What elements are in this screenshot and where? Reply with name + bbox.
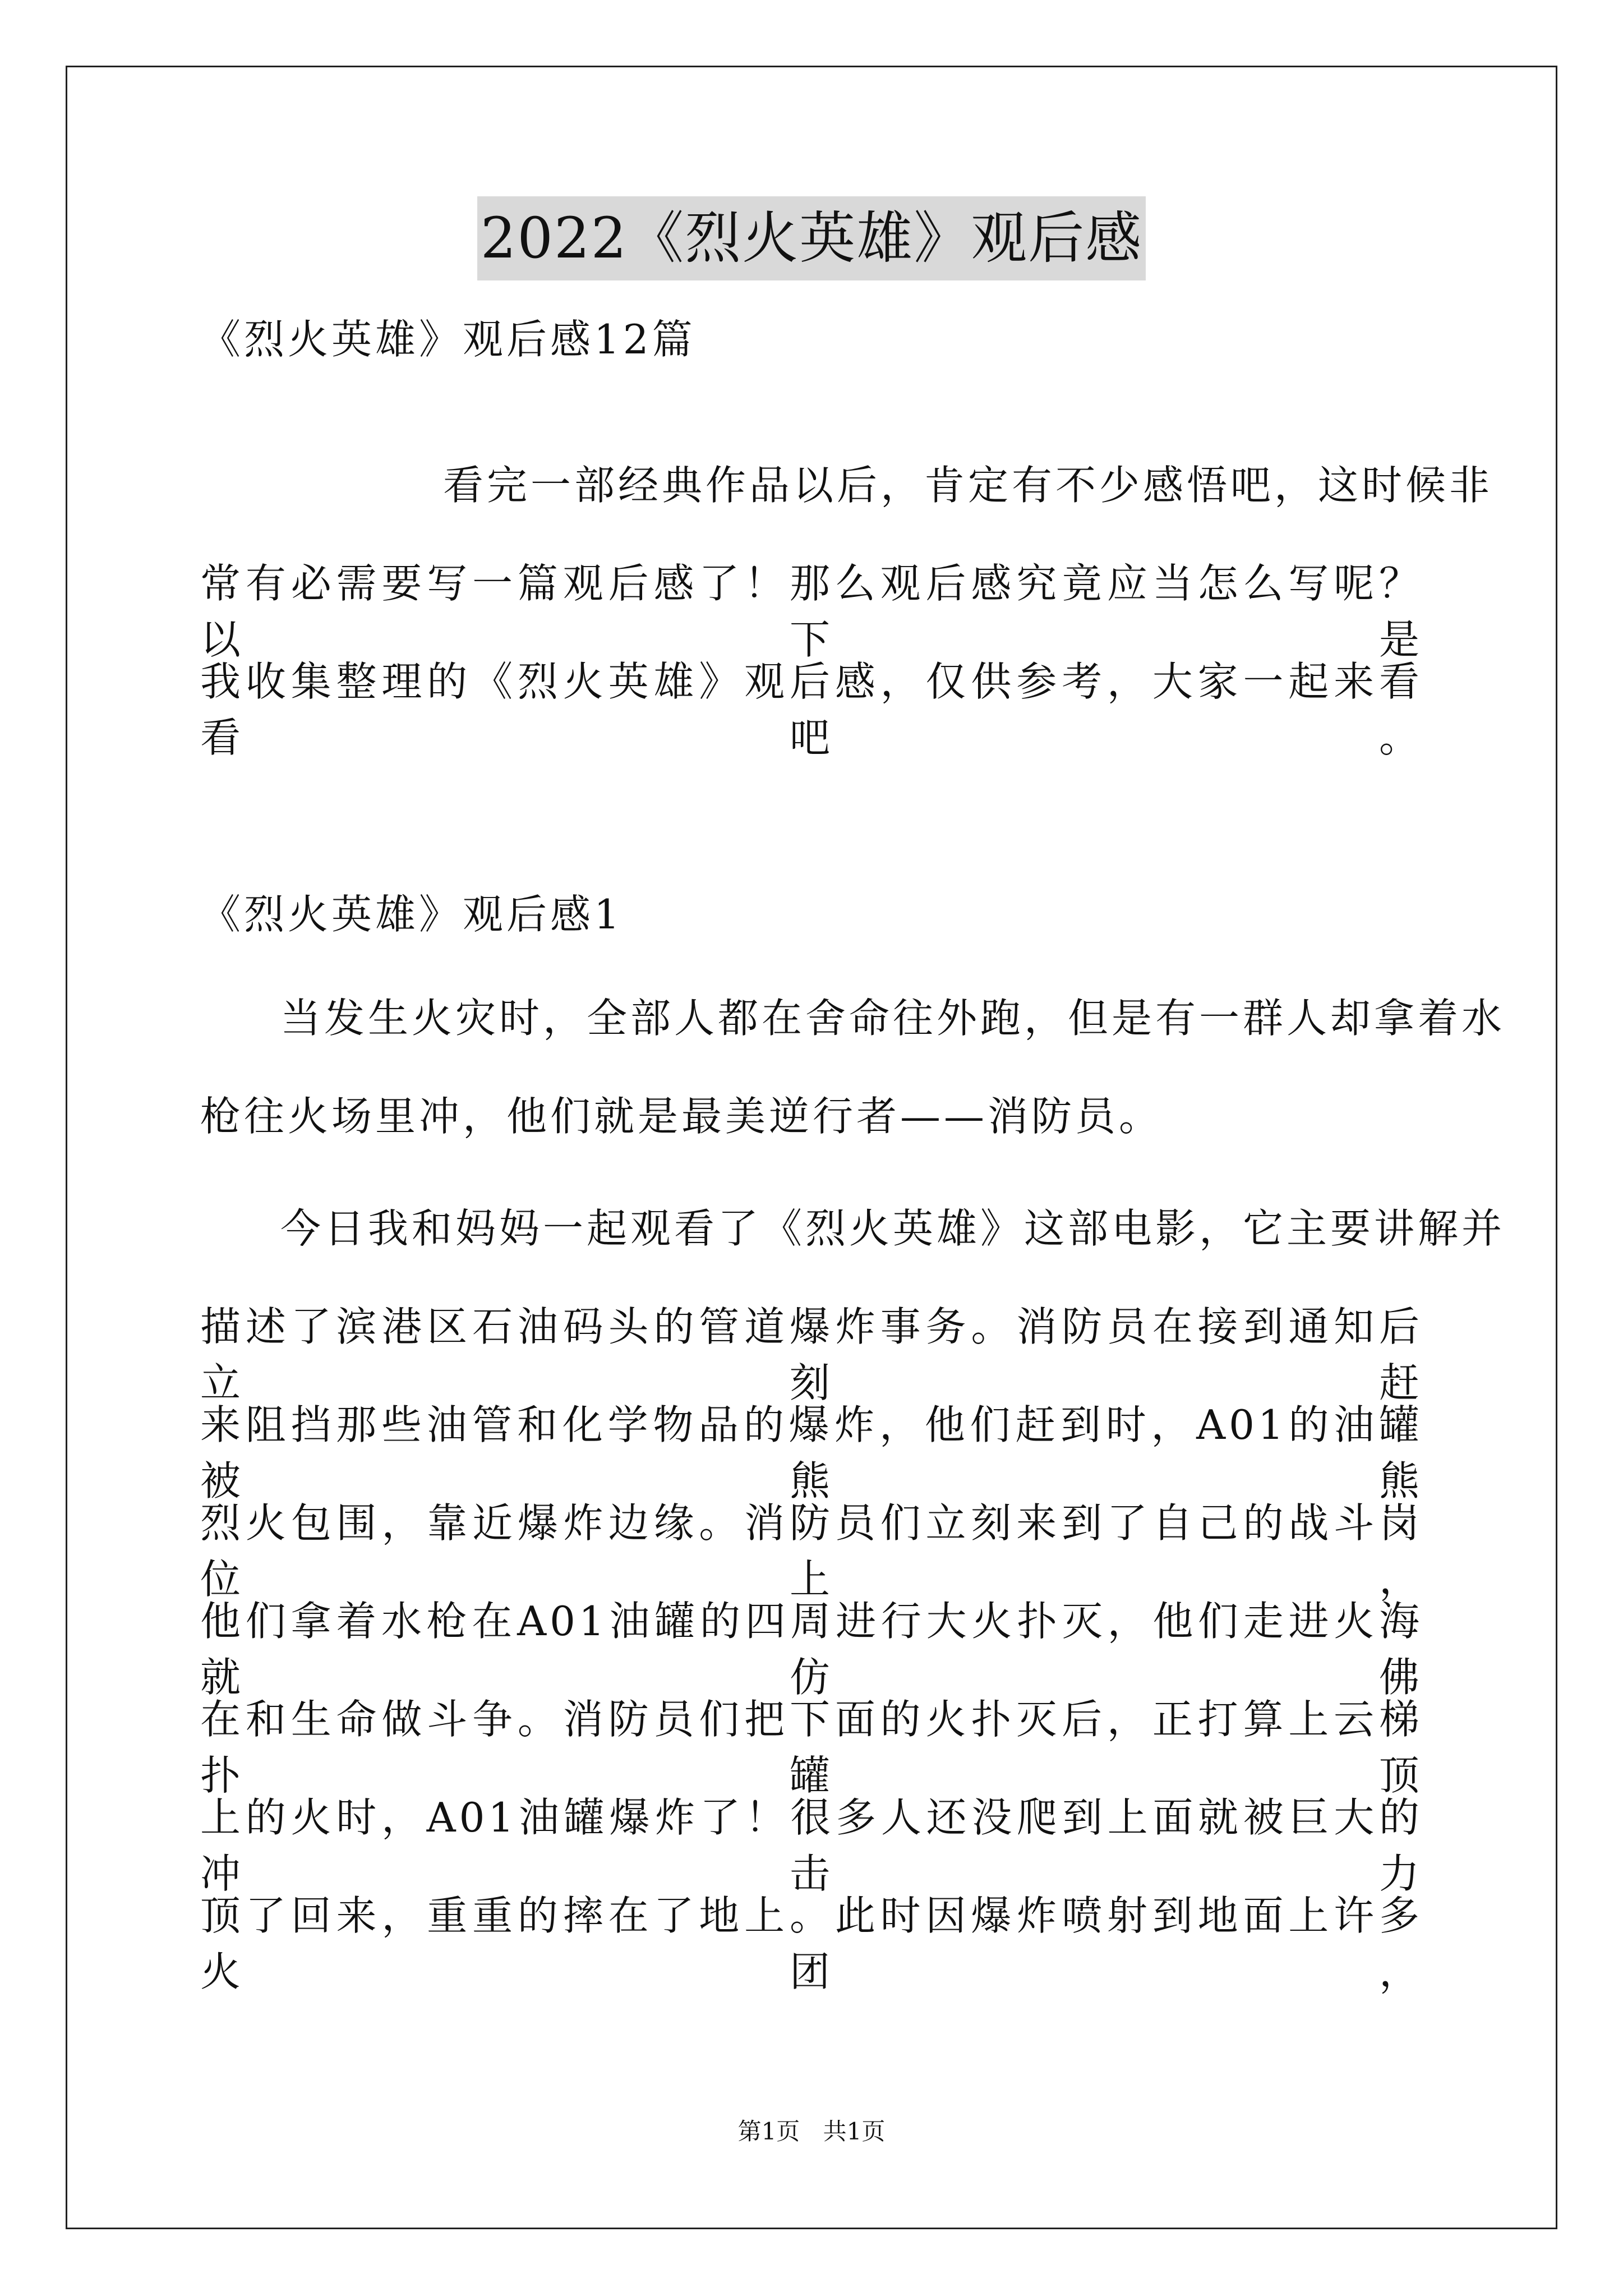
paragraph-line: 今日我和妈妈一起观看了《烈火英雄》这部电影，它主要讲解并 xyxy=(280,1205,1506,1252)
paragraph-line: 顶了回来，重重的摔在了地上。此时因爆炸喷射到地面上许多火团， xyxy=(200,1892,1423,1995)
section-heading: 《烈火英雄》观后感1 xyxy=(200,891,623,938)
title-container xyxy=(0,196,1623,280)
page-footer xyxy=(0,2115,1623,2148)
paragraph-line: 在和生命做斗争。消防员们把下面的火扑灭后，正打算上云梯扑罐顶 xyxy=(200,1696,1423,1799)
subtitle: 《烈火英雄》观后感12篇 xyxy=(200,316,696,363)
paragraph-line: 枪往火场里冲，他们就是最美逆行者——消防员。 xyxy=(200,1093,1163,1140)
paragraph-line: 他们拿着水枪在A01油罐的四周进行大火扑灭，他们走进火海就仿佛 xyxy=(200,1598,1423,1701)
page-number: 第1页 xyxy=(737,2118,800,2145)
page-total: 共1页 xyxy=(823,2118,886,2145)
paragraph-line: 描述了滨港区石油码头的管道爆炸事务。消防员在接到通知后立刻赶 xyxy=(200,1303,1423,1406)
paragraph-line: 上的火时，A01油罐爆炸了！很多人还没爬到上面就被巨大的冲击力 xyxy=(200,1794,1423,1897)
paragraph-line: 当发生火灾时，全部人都在舍命往外跑，但是有一群人却拿着水 xyxy=(280,995,1506,1042)
intro-line: 看完一部经典作品以后，肯定有不少感悟吧，这时候非 xyxy=(443,462,1493,509)
intro-line: 我收集整理的《烈火英雄》观后感，仅供参考，大家一起来看看吧。 xyxy=(200,658,1423,761)
intro-line: 常有必需要写一篇观后感了！那么观后感究竟应当怎么写呢？以下是 xyxy=(200,560,1423,663)
document-title: 2022《烈火英雄》观后感 xyxy=(477,196,1146,280)
paragraph-line: 烈火包围，靠近爆炸边缘。消防员们立刻来到了自己的战斗岗位上， xyxy=(200,1499,1423,1603)
paragraph-line: 来阻挡那些油管和化学物品的爆炸，他们赶到时，A01的油罐被熊熊 xyxy=(200,1401,1423,1504)
